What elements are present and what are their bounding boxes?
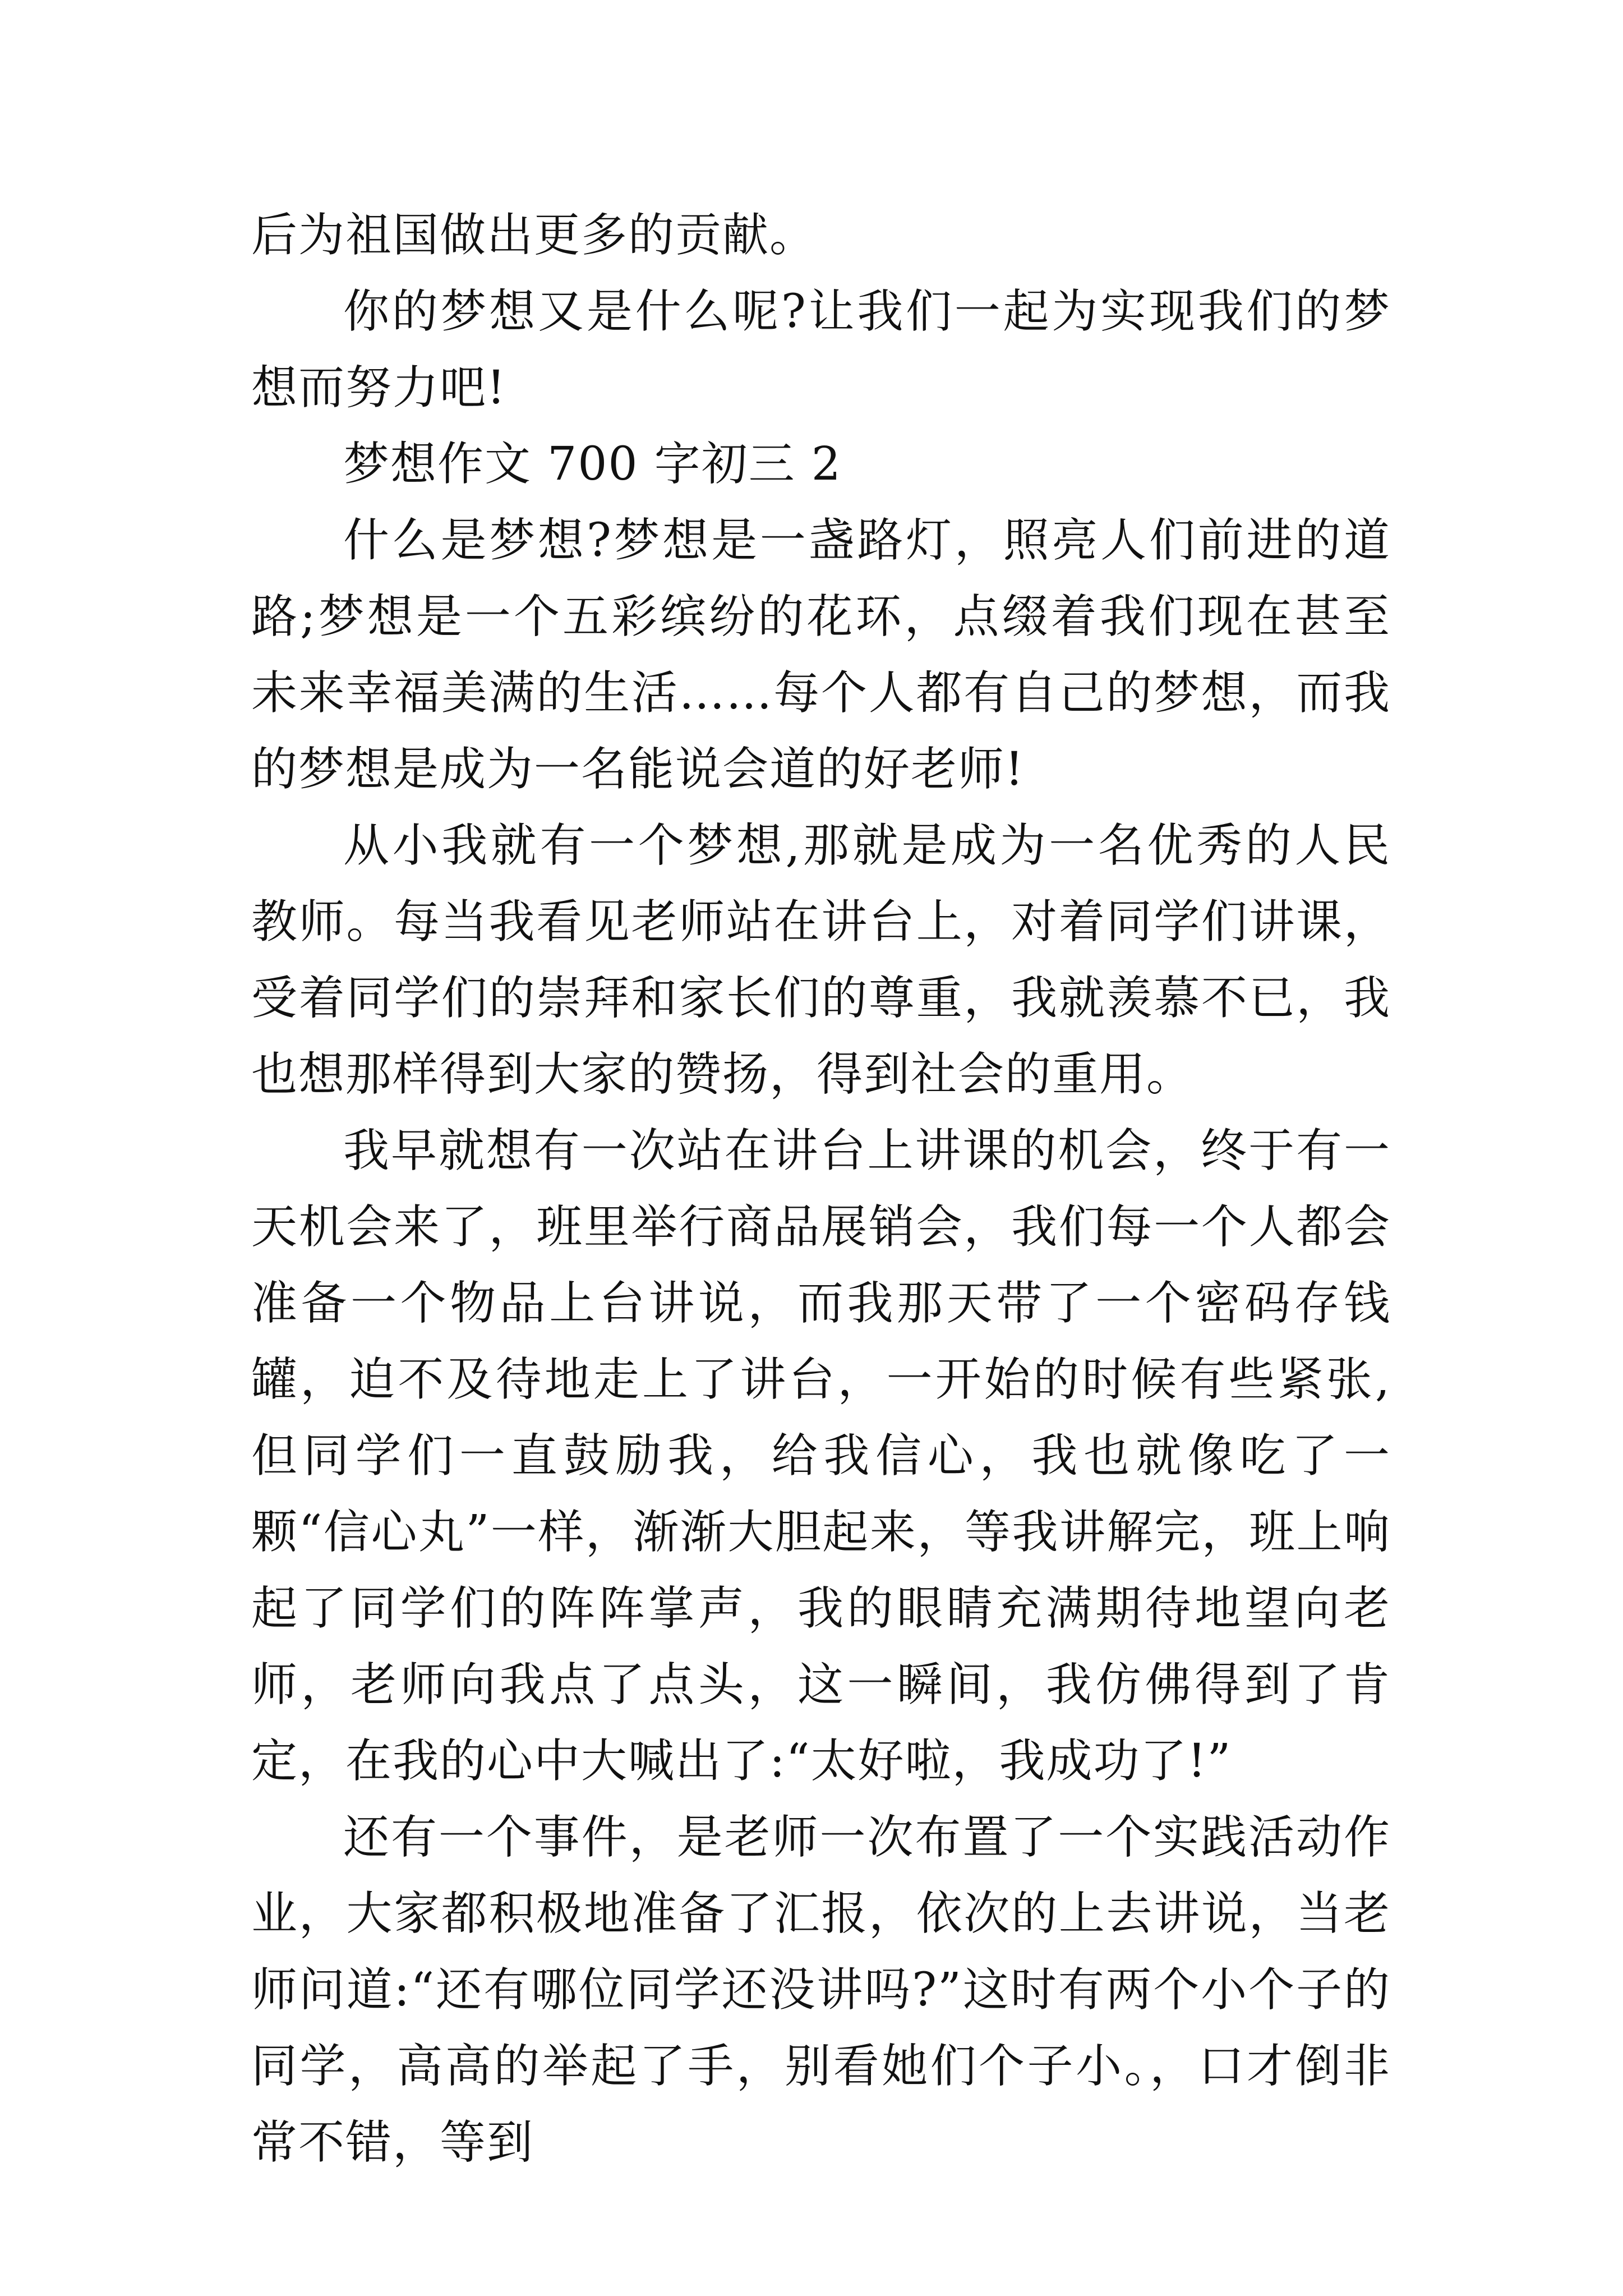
paragraph-what-is-dream: 什么是梦想?梦想是一盏路灯，照亮人们前进的道路;梦想是一个五彩缤纷的花环，点缀着我们现在甚至未来幸福美满的生活……每个人都有自己的梦想，而我的梦想是成为一名能说会道的好老师! (251, 514, 1391, 796)
paragraph-childhood-dream: 从小我就有一个梦想,那就是成为一名优秀的人民教师。每当我看见老师站在讲台上，对着同学们讲课，受着同学们的崇拜和家长们的尊重，我就羡慕不已，我也想那样得到大家的赞扬，得到社会的重用。 (251, 819, 1391, 1101)
essay-heading: 梦想作文 700 字初三 2 (343, 438, 842, 491)
paragraph-continuation: 后为祖国做出更多的贡献。 (251, 209, 817, 262)
paragraph-another-event: 还有一个事件，是老师一次布置了一个实践活动作业，大家都积极地准备了汇报，依次的上去讲说，当老师问道:“还有哪位同学还没讲吗?”这时有两个小个子的同学，高高的举起了手，别看她们个子小。，口才倒非常不错，等到 (251, 1811, 1391, 2169)
document-body (251, 197, 1391, 2181)
paragraph-podium-chance: 我早就想有一次站在讲台上讲课的机会，终于有一天机会来了，班里举行商品展销会，我们每一个人都会准备一个物品上台讲说，而我那天带了一个密码存钱罐，迫不及待地走上了讲台，一开始的时候有些紧张,但同学们一直鼓励我，给我信心，我也就像吃了一颗“信心丸”一样，渐渐大胆起来，等我讲解完，班上响起了同学们的阵阵掌声，我的眼睛充满期待地望向老师，老师向我点了点头，这一瞬间，我仿佛得到了肯定，在我的心中大喊出了:“太好啦，我成功了!” (251, 1124, 1391, 1788)
paragraph-question: 你的梦想又是什么呢?让我们一起为实现我们的梦想而努力吧! (251, 285, 1391, 415)
